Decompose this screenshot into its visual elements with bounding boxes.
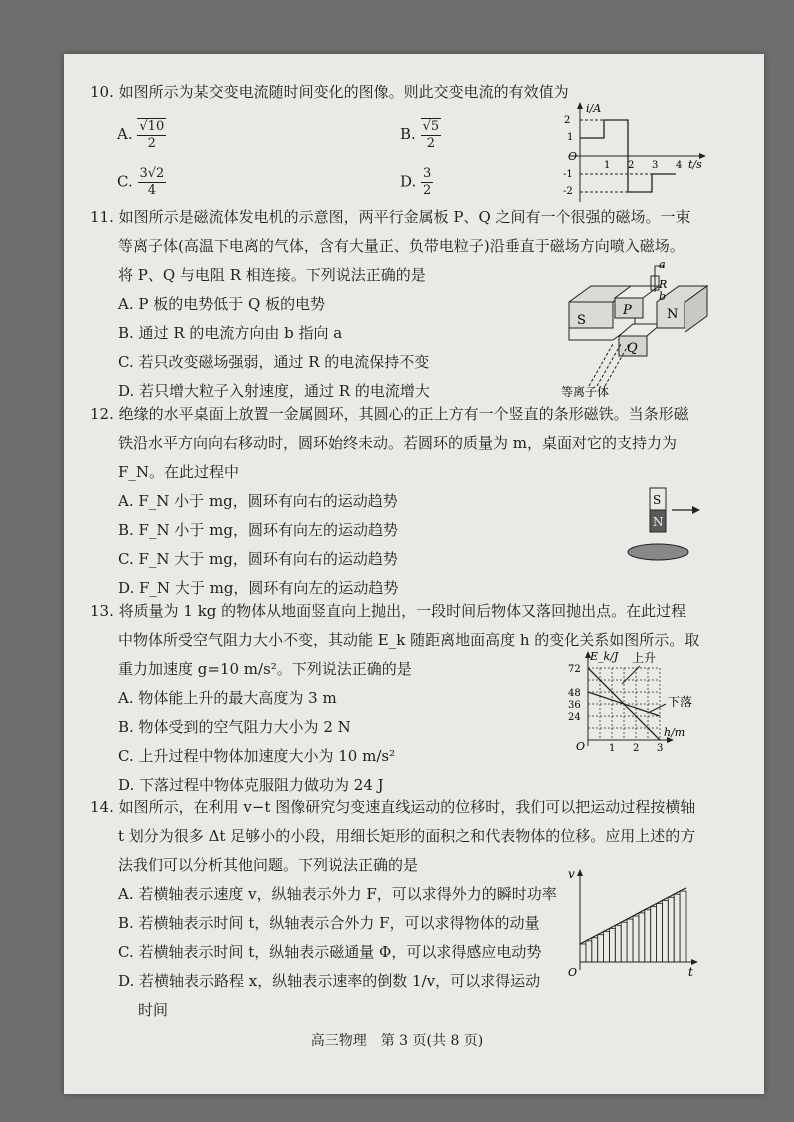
q10-option-b: B. $\frac{√5}{2}$ — [400, 119, 440, 151]
svg-text:2: 2 — [628, 160, 635, 171]
question-12: 12. 绝缘的水平桌面上放置一金属圆环，其圆心的正上方有一个竖直的条形磁铁。当条形磁 铁沿水平方向向右移动时，圆环始终未动。若圆环的质量为 m，桌面对它的支持力为 F_N。在此过程中 A. F_N 小于 mg，圆环有向右的运动趋势 B. F_N 小于 mg，圆环有向左的运动趋势 C. F_N 大于 mg，圆环有向右的运动趋势 D. F_N 大于 mg，圆环有向左的运动趋势 — [90, 400, 710, 603]
svg-text:1: 1 — [604, 160, 611, 171]
q14-option-d: D. 若横轴表示路程 x，纵轴表示速率的倒数 1/v，可以求得运动 — [118, 972, 541, 990]
svg-text:a: a — [659, 258, 666, 271]
svg-text:Q: Q — [627, 341, 638, 356]
svg-text:E_k/J: E_k/J — [590, 650, 619, 663]
q13-option-b: B. 物体受到的空气阻力大小为 2 N — [118, 718, 351, 736]
svg-text:1: 1 — [609, 743, 616, 753]
q14-area-rectangle — [633, 916, 639, 962]
q14-area-rectangle — [604, 932, 610, 962]
svg-text:O: O — [568, 966, 578, 978]
q14-area-rectangle — [651, 907, 657, 962]
q11-option-b: B. 通过 R 的电流方向由 b 指向 a — [118, 324, 343, 342]
q14-option-c: C. 若横轴表示时间 t，纵轴表示磁通量 Φ，可以求得感应电动势 — [118, 943, 542, 961]
q13-option-d: D. 下落过程中物体克服阻力做功为 24 J — [118, 776, 384, 794]
svg-text:t: t — [688, 965, 693, 978]
q11-plasma-caption: 等离子体 — [561, 385, 610, 399]
q11-mhd-generator-figure — [555, 258, 720, 400]
svg-text:2: 2 — [564, 115, 571, 126]
q10-option-d: D. $\frac{3}{2}$ — [400, 166, 432, 198]
svg-text:N: N — [667, 307, 679, 322]
q14-area-rectangle — [598, 935, 604, 962]
q14-area-rectangle — [580, 944, 586, 962]
svg-text:O: O — [576, 740, 586, 753]
page-footer: 高三物理 第 3 页(共 8 页) — [310, 1033, 484, 1049]
svg-text:-1: -1 — [563, 169, 573, 180]
q12-metal-ring — [628, 544, 688, 560]
q12-magnet-ring-figure — [620, 484, 710, 564]
q10-option-a: A. $\frac{√10}{2}$ — [117, 119, 165, 151]
q14-area-rectangle — [586, 941, 592, 962]
svg-text:72: 72 — [568, 664, 581, 675]
q14-area-rectangle — [657, 904, 663, 962]
svg-text:-2: -2 — [563, 186, 573, 197]
svg-text:P: P — [623, 303, 632, 318]
q14-area-rectangle — [615, 925, 621, 962]
q14-area-rectangle — [627, 919, 633, 962]
q13-option-c: C. 上升过程中物体加速度大小为 10 m/s² — [118, 747, 396, 765]
q14-area-rectangle — [592, 938, 598, 962]
q10-xlabel: t/s — [688, 158, 702, 171]
q14-area-rectangle — [674, 894, 680, 962]
q14-area-rectangle — [621, 922, 627, 962]
question-11: 11. 如图所示是磁流体发电机的示意图，两平行金属板 P、Q 之间有一个很强的磁场。一束 等离子体(高温下电离的气体，含有大量正、负带电粒子)沿垂直于磁场方向喷入磁场。 将 P、Q 与电阻 R 相连接。下列说法正确的是 A. P 板的电势低于 Q 板的电势 B. 通过 R 的电流方向由 b 指向 a C. 若只改变磁场强弱，通过 R 的电流保持不变 D. 若只增大粒子入射速度，通过 R 的电流增大 — [90, 203, 710, 406]
svg-text:S: S — [577, 313, 586, 328]
q14-area-rectangle — [680, 891, 686, 962]
svg-text:S: S — [653, 493, 662, 507]
q14-vt-graph — [568, 866, 708, 978]
svg-text:上升: 上升 — [632, 651, 657, 665]
svg-text:3: 3 — [652, 160, 659, 171]
question-13: 13. 将质量为 1 kg 的物体从地面竖直向上抛出，一段时间后物体又落回抛出点。在此过程 中物体所受空气阻力大小不变，其动能 E_k 随距离地面高度 h 的变化关系如图所示。取 重力加速度 g=10 m/s²。下列说法正确的是 A. 物体能上升的最大高度为 3 m B. 物体受到的空气阻力大小为 2 N C. 上升过程中物体加速度大小为 10 m/s² D. 下落过程中物体克服阻力做功为 24 J — [90, 597, 710, 800]
q11-option-c: C. 若只改变磁场强弱，通过 R 的电流保持不变 — [118, 353, 430, 371]
svg-text:3: 3 — [657, 743, 664, 753]
q14-area-rectangles — [580, 891, 686, 962]
q14-area-rectangle — [639, 913, 645, 962]
q11-option-d: D. 若只增大粒子入射速度，通过 R 的电流增大 — [118, 382, 430, 400]
q14-option-b: B. 若横轴表示时间 t，纵轴表示合外力 F，可以求得物体的动量 — [118, 914, 540, 932]
q10-ylabel: i/A — [586, 102, 602, 115]
svg-text:b: b — [659, 290, 667, 303]
q12-option-d: D. F_N 大于 mg，圆环有向左的运动趋势 — [118, 579, 399, 597]
q10-stem: 10. 如图所示为某交变电流随时间变化的图像。则此交变电流的有效值为 — [90, 83, 569, 101]
q13-option-a: A. 物体能上升的最大高度为 3 m — [118, 689, 337, 707]
svg-text:2: 2 — [633, 743, 640, 753]
q12-option-c: C. F_N 大于 mg，圆环有向右的运动趋势 — [118, 550, 398, 568]
svg-text:N: N — [653, 515, 664, 529]
svg-text:1: 1 — [567, 132, 574, 143]
svg-text:24: 24 — [568, 712, 581, 723]
q13-kinetic-energy-graph — [560, 648, 710, 753]
svg-text:36: 36 — [568, 700, 581, 711]
svg-text:R: R — [659, 278, 668, 291]
q12-option-a: A. F_N 小于 mg，圆环有向右的运动趋势 — [118, 492, 398, 510]
q10-current-graph — [560, 100, 710, 205]
q14-area-rectangle — [668, 897, 674, 962]
q11-option-a: A. P 板的电势低于 Q 板的电势 — [118, 295, 326, 313]
svg-text:4: 4 — [676, 160, 683, 171]
svg-text:h/m: h/m — [664, 726, 686, 739]
q14-option-a: A. 若横轴表示速度 v，纵轴表示外力 F，可以求得外力的瞬时功率 — [118, 885, 557, 903]
q14-area-rectangle — [645, 910, 651, 962]
q10-origin: O — [568, 150, 578, 163]
svg-text:v: v — [568, 867, 575, 881]
svg-text:48: 48 — [568, 688, 581, 699]
q12-option-b: B. F_N 小于 mg，圆环有向左的运动趋势 — [118, 521, 398, 539]
q14-area-rectangle — [662, 900, 668, 962]
q14-area-rectangle — [609, 928, 615, 962]
question-14: 14. 如图所示，在利用 v−t 图像研究匀变速直线运动的位移时，我们可以把运动过程按横轴 t 划分为很多 Δt 足够小的小段，用细长矩形的面积之和代表物体的位移。应用上述的方 法我们可以分析其他问题。下列说法正确的是 A. 若横轴表示速度 v，纵轴表示外力 F，可以求得外力的瞬时功率 B. 若横轴表示时间 t，纵轴表示合外力 F，可以求得物体的动量 C. 若横轴表示时间 t，纵轴表示磁通量 Φ，可以求得感应电动势 D. 若横轴表示路程 x，纵轴表示速率的倒数 1/v，可以求得运动 时间 — [90, 793, 710, 1025]
q10-option-c: C. $\frac{3√2}{4}$ — [117, 166, 165, 198]
svg-text:下落: 下落 — [668, 695, 693, 709]
